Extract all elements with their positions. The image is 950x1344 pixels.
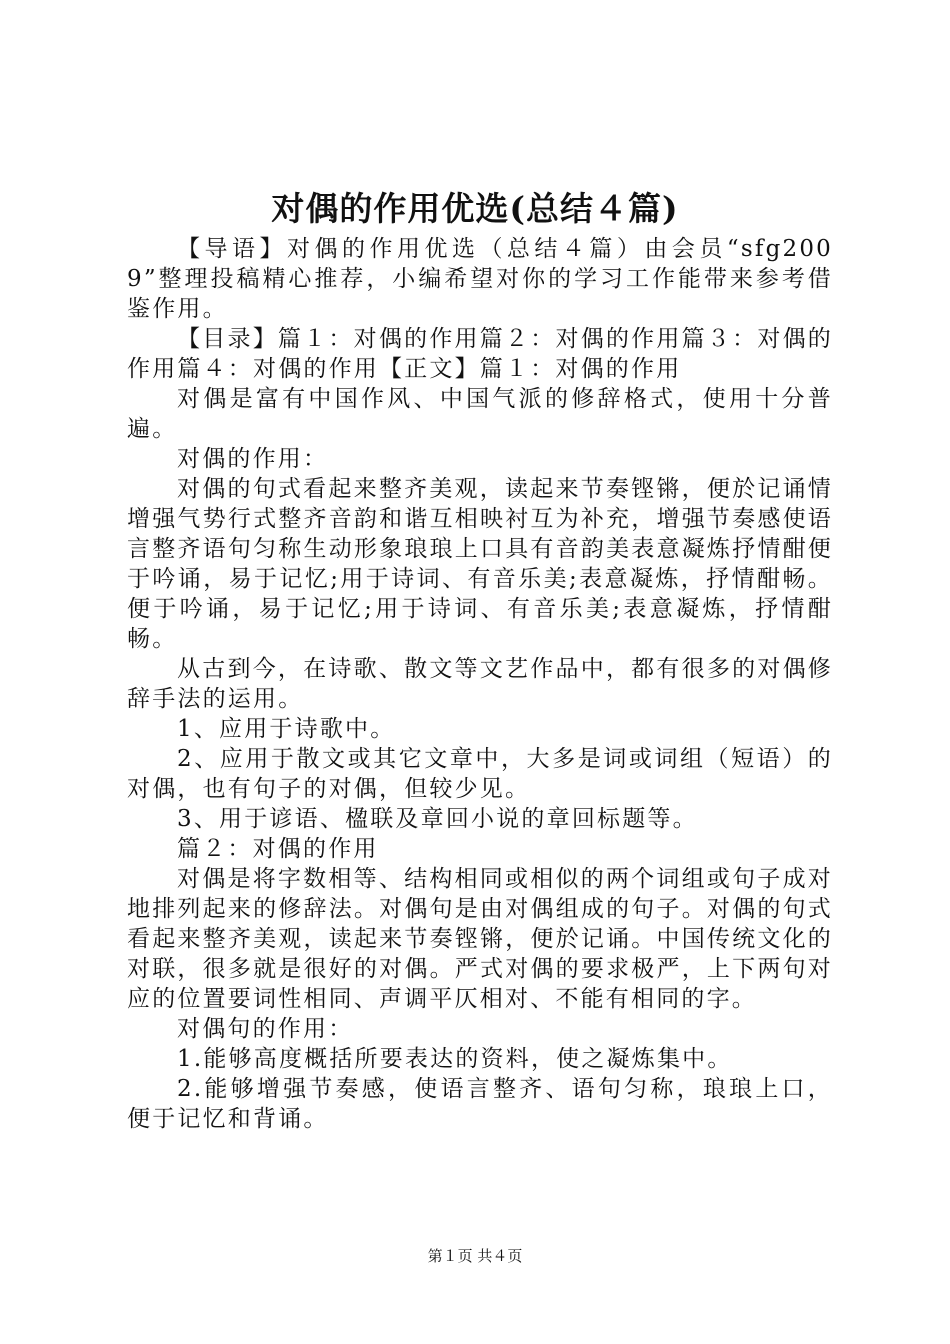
section-heading: 篇２：对偶的作用 [177, 836, 379, 862]
paragraph-toc: 【目录】篇１：对偶的作用篇２：对偶的作用篇３：对偶的作用篇４：对偶的作用【正文】篇１：对偶的作用 [127, 326, 833, 382]
list-item: 2、应用于散文或其它文章中，大多是词或词组（短语）的对偶，也有句子的对偶，但较少见。 [127, 746, 833, 802]
paragraph: 对偶是富有中国作风、中国气派的修辞格式，使用十分普遍。 [127, 386, 833, 442]
paragraph-heading: 对偶的作用： [177, 446, 329, 472]
page-number: 第１页 共４页 [427, 1247, 523, 1265]
list-item: 3、用于谚语、楹联及章回小说的章回标题等。 [177, 806, 698, 832]
paragraph-heading: 对偶句的作用： [177, 1016, 354, 1042]
paragraph: 对偶的句式看起来整齐美观，读起来节奏铿锵，便於记诵情增强气势行式整齐音韵和谐互相映衬互为补充，增强节奏感使语言整齐语句匀称生动形象琅琅上口具有音韵美表意凝炼抒情酣便于吟诵，易于记忆;用于诗词、有音乐美;表意凝炼，抒情酣畅。便于吟诵，易于记忆;用于诗词、有音乐美;表意凝炼，抒情酣畅。 [127, 476, 833, 652]
document-body [127, 234, 833, 1134]
list-item: 2.能够增强节奏感，使语言整齐、语句匀称，琅琅上口，便于记忆和背诵。 [127, 1076, 833, 1132]
document-title: 对偶的作用优选(总结４篇) [271, 189, 679, 228]
paragraph: 对偶是将字数相等、结构相同或相似的两个词组或句子成对地排列起来的修辞法。对偶句是由对偶组成的句子。对偶的句式看起来整齐美观，读起来节奏铿锵，便於记诵。中国传统文化的对联，很多就是很好的对偶。严式对偶的要求极严，上下两句对应的位置要词性相同、声调平仄相对、不能有相同的字。 [127, 866, 833, 1012]
paragraph: 从古到今，在诗歌、散文等文艺作品中，都有很多的对偶修辞手法的运用。 [127, 656, 833, 712]
paragraph-intro: 【导语】对偶的作用优选（总结４篇）由会员“sfg2009”整理投稿精心推荐，小编希望对你的学习工作能带来参考借鉴作用。 [127, 236, 833, 322]
list-item: 1.能够高度概括所要表达的资料，使之凝炼集中。 [177, 1046, 733, 1072]
list-item: 1、应用于诗歌中。 [177, 716, 396, 742]
